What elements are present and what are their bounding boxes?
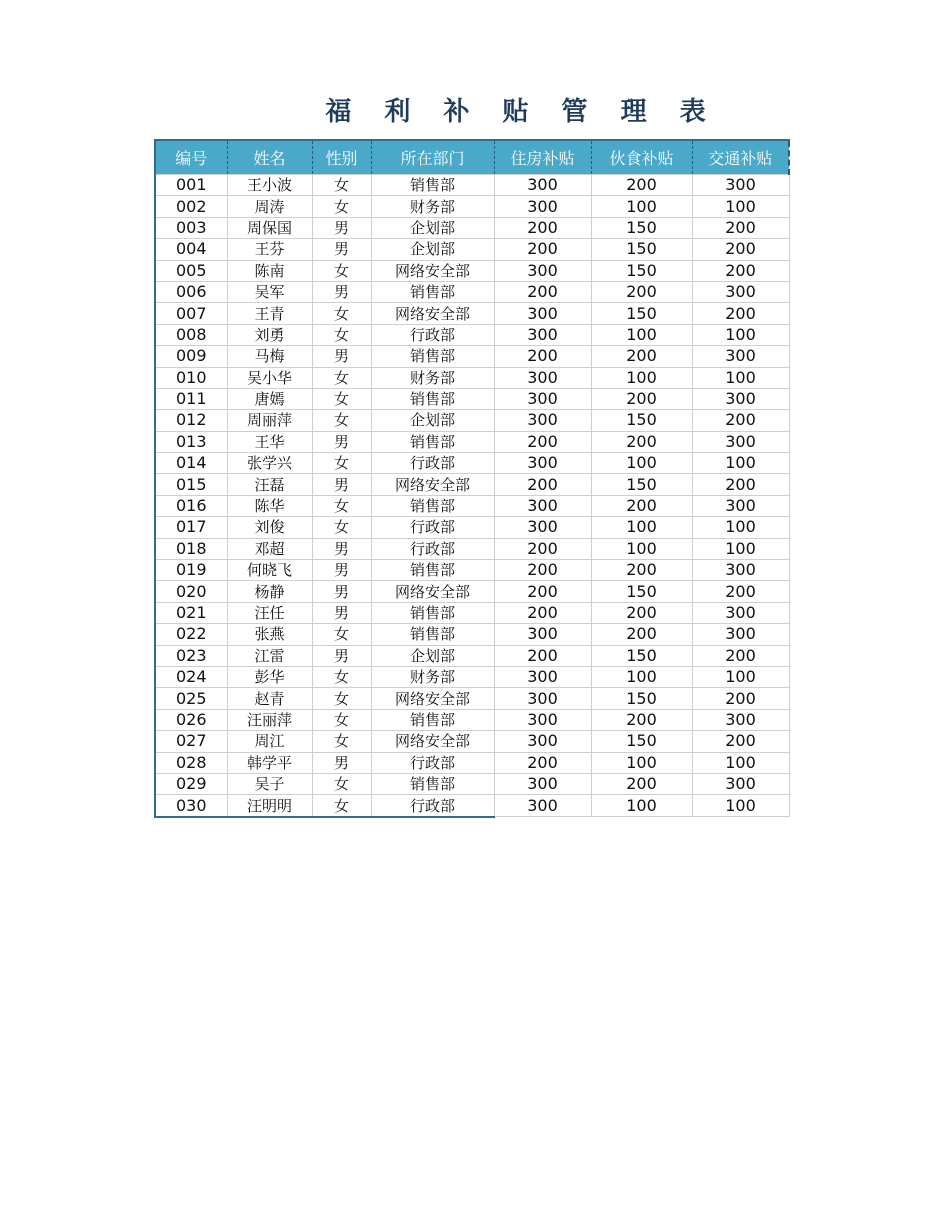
cell-id[interactable]: 011: [155, 388, 227, 409]
cell-name[interactable]: 陈南: [227, 260, 312, 281]
cell-name[interactable]: 陈华: [227, 495, 312, 516]
cell-id[interactable]: 017: [155, 517, 227, 538]
cell-gender[interactable]: 女: [312, 324, 371, 345]
cell-housing-subsidy[interactable]: 200: [494, 474, 591, 495]
cell-housing-subsidy[interactable]: 300: [494, 410, 591, 431]
cell-transport-subsidy[interactable]: 100: [692, 453, 789, 474]
cell-name[interactable]: 周保国: [227, 217, 312, 238]
cell-meal-subsidy[interactable]: 200: [591, 281, 692, 302]
table-row: [155, 324, 789, 345]
cell-meal-subsidy[interactable]: 100: [591, 795, 692, 817]
cell-id[interactable]: 025: [155, 688, 227, 709]
cell-name[interactable]: 马梅: [227, 346, 312, 367]
table-row: [155, 346, 789, 367]
cell-department[interactable]: 销售部: [371, 709, 494, 730]
cell-name[interactable]: 周江: [227, 731, 312, 752]
cell-department[interactable]: 行政部: [371, 752, 494, 773]
cell-gender[interactable]: 男: [312, 431, 371, 452]
cell-id[interactable]: 010: [155, 367, 227, 388]
cell-department[interactable]: 财务部: [371, 666, 494, 687]
cell-department[interactable]: 行政部: [371, 324, 494, 345]
cell-id[interactable]: 005: [155, 260, 227, 281]
cell-gender[interactable]: 男: [312, 217, 371, 238]
page-title: 福 利 补 贴 管 理 表: [325, 97, 718, 127]
cell-meal-subsidy[interactable]: 200: [591, 175, 692, 196]
cell-transport-subsidy[interactable]: 300: [692, 709, 789, 730]
cell-gender[interactable]: 男: [312, 581, 371, 602]
welfare-subsidy-table: [154, 139, 790, 818]
cell-department[interactable]: 网络安全部: [371, 731, 494, 752]
cell-housing-subsidy[interactable]: 200: [494, 217, 591, 238]
column-header-id[interactable]: 编号: [155, 140, 227, 175]
cell-id[interactable]: 014: [155, 453, 227, 474]
cell-id[interactable]: 027: [155, 731, 227, 752]
cell-meal-subsidy[interactable]: 100: [591, 666, 692, 687]
cell-gender[interactable]: 女: [312, 196, 371, 217]
table-row: [155, 624, 789, 645]
cell-id[interactable]: 003: [155, 217, 227, 238]
cell-name[interactable]: 唐嫣: [227, 388, 312, 409]
cell-housing-subsidy[interactable]: 300: [494, 731, 591, 752]
cell-id[interactable]: 006: [155, 281, 227, 302]
table-row: [155, 560, 789, 581]
cell-id[interactable]: 001: [155, 175, 227, 196]
cell-id[interactable]: 022: [155, 624, 227, 645]
cell-housing-subsidy[interactable]: 200: [494, 346, 591, 367]
cell-id[interactable]: 018: [155, 538, 227, 559]
cell-transport-subsidy[interactable]: 300: [692, 388, 789, 409]
cell-gender[interactable]: 男: [312, 752, 371, 773]
cell-gender[interactable]: 男: [312, 281, 371, 302]
cell-department[interactable]: 销售部: [371, 346, 494, 367]
cell-id[interactable]: 008: [155, 324, 227, 345]
cell-transport-subsidy[interactable]: 300: [692, 773, 789, 794]
cell-transport-subsidy[interactable]: 300: [692, 175, 789, 196]
cell-department[interactable]: 网络安全部: [371, 303, 494, 324]
cell-department[interactable]: 行政部: [371, 517, 494, 538]
cell-gender[interactable]: 男: [312, 239, 371, 260]
cell-transport-subsidy[interactable]: 200: [692, 217, 789, 238]
cell-name[interactable]: 汪明明: [227, 795, 312, 817]
cell-department[interactable]: 网络安全部: [371, 581, 494, 602]
cell-meal-subsidy[interactable]: 200: [591, 495, 692, 516]
table-row: [155, 731, 789, 752]
cell-housing-subsidy[interactable]: 300: [494, 773, 591, 794]
cell-housing-subsidy[interactable]: 200: [494, 431, 591, 452]
cell-transport-subsidy[interactable]: 300: [692, 560, 789, 581]
cell-id[interactable]: 012: [155, 410, 227, 431]
cell-department[interactable]: 销售部: [371, 431, 494, 452]
cell-transport-subsidy[interactable]: 300: [692, 281, 789, 302]
cell-transport-subsidy[interactable]: 300: [692, 346, 789, 367]
cell-gender[interactable]: 男: [312, 645, 371, 666]
cell-name[interactable]: 彭华: [227, 666, 312, 687]
cell-transport-subsidy[interactable]: 200: [692, 474, 789, 495]
cell-department[interactable]: 企划部: [371, 239, 494, 260]
cell-department[interactable]: 网络安全部: [371, 474, 494, 495]
table-row: [155, 602, 789, 623]
cell-department[interactable]: 企划部: [371, 645, 494, 666]
cell-gender[interactable]: 女: [312, 453, 371, 474]
cell-id[interactable]: 016: [155, 495, 227, 516]
cell-department[interactable]: 行政部: [371, 538, 494, 559]
cell-housing-subsidy[interactable]: 200: [494, 281, 591, 302]
cell-gender[interactable]: 女: [312, 773, 371, 794]
cell-transport-subsidy[interactable]: 100: [692, 517, 789, 538]
cell-transport-subsidy[interactable]: 200: [692, 645, 789, 666]
cell-name[interactable]: 王芬: [227, 239, 312, 260]
cell-id[interactable]: 029: [155, 773, 227, 794]
cell-meal-subsidy[interactable]: 200: [591, 388, 692, 409]
table-row: [155, 175, 789, 196]
cell-name[interactable]: 周涛: [227, 196, 312, 217]
cell-gender[interactable]: 女: [312, 388, 371, 409]
cell-housing-subsidy[interactable]: 300: [494, 666, 591, 687]
cell-id[interactable]: 023: [155, 645, 227, 666]
cell-department[interactable]: 销售部: [371, 602, 494, 623]
cell-gender[interactable]: 女: [312, 517, 371, 538]
cell-id[interactable]: 024: [155, 666, 227, 687]
cell-meal-subsidy[interactable]: 150: [591, 474, 692, 495]
cell-transport-subsidy[interactable]: 300: [692, 602, 789, 623]
cell-housing-subsidy[interactable]: 200: [494, 581, 591, 602]
cell-housing-subsidy[interactable]: 200: [494, 538, 591, 559]
cell-gender[interactable]: 女: [312, 495, 371, 516]
cell-housing-subsidy[interactable]: 200: [494, 602, 591, 623]
cell-gender[interactable]: 女: [312, 175, 371, 196]
cell-housing-subsidy[interactable]: 200: [494, 239, 591, 260]
cell-transport-subsidy[interactable]: 200: [692, 260, 789, 281]
cell-meal-subsidy[interactable]: 200: [591, 560, 692, 581]
cell-name[interactable]: 赵青: [227, 688, 312, 709]
cell-department[interactable]: 销售部: [371, 773, 494, 794]
cell-housing-subsidy[interactable]: 300: [494, 388, 591, 409]
cell-transport-subsidy[interactable]: 100: [692, 666, 789, 687]
cell-gender[interactable]: 女: [312, 367, 371, 388]
table-row: [155, 773, 789, 794]
table-row: [155, 581, 789, 602]
table-row: [155, 303, 789, 324]
cell-transport-subsidy[interactable]: 100: [692, 538, 789, 559]
cell-meal-subsidy[interactable]: 150: [591, 581, 692, 602]
cell-meal-subsidy[interactable]: 150: [591, 239, 692, 260]
cell-department[interactable]: 网络安全部: [371, 260, 494, 281]
cell-name[interactable]: 张学兴: [227, 453, 312, 474]
cell-meal-subsidy[interactable]: 200: [591, 773, 692, 794]
cell-department[interactable]: 销售部: [371, 560, 494, 581]
cell-transport-subsidy[interactable]: 100: [692, 324, 789, 345]
table-row: [155, 410, 789, 431]
cell-housing-subsidy[interactable]: 300: [494, 324, 591, 345]
cell-housing-subsidy[interactable]: 300: [494, 517, 591, 538]
cell-transport-subsidy[interactable]: 100: [692, 795, 789, 817]
cell-name[interactable]: 周丽萍: [227, 410, 312, 431]
cell-meal-subsidy[interactable]: 150: [591, 688, 692, 709]
cell-department[interactable]: 销售部: [371, 495, 494, 516]
table-row: [155, 752, 789, 773]
table-row: [155, 281, 789, 302]
cell-meal-subsidy[interactable]: 100: [591, 367, 692, 388]
cell-meal-subsidy[interactable]: 100: [591, 196, 692, 217]
cell-housing-subsidy[interactable]: 200: [494, 645, 591, 666]
column-header-meal-subsidy[interactable]: 伙食补贴: [591, 140, 692, 175]
cell-name[interactable]: 王青: [227, 303, 312, 324]
cell-department[interactable]: 销售部: [371, 281, 494, 302]
column-header-gender[interactable]: 性别: [312, 140, 371, 175]
cell-meal-subsidy[interactable]: 200: [591, 602, 692, 623]
column-header-department[interactable]: 所在部门: [371, 140, 494, 175]
table-row: [155, 495, 789, 516]
cell-housing-subsidy[interactable]: 300: [494, 453, 591, 474]
cell-department[interactable]: 企划部: [371, 410, 494, 431]
cell-meal-subsidy[interactable]: 100: [591, 517, 692, 538]
cell-gender[interactable]: 女: [312, 709, 371, 730]
cell-meal-subsidy[interactable]: 100: [591, 324, 692, 345]
cell-housing-subsidy[interactable]: 300: [494, 795, 591, 817]
cell-id[interactable]: 002: [155, 196, 227, 217]
cell-transport-subsidy[interactable]: 100: [692, 367, 789, 388]
cell-name[interactable]: 张燕: [227, 624, 312, 645]
table-row: [155, 239, 789, 260]
cell-id[interactable]: 021: [155, 602, 227, 623]
table-row: [155, 645, 789, 666]
cell-housing-subsidy[interactable]: 300: [494, 367, 591, 388]
cell-transport-subsidy[interactable]: 200: [692, 303, 789, 324]
cell-gender[interactable]: 女: [312, 410, 371, 431]
cell-id[interactable]: 028: [155, 752, 227, 773]
cell-housing-subsidy[interactable]: 200: [494, 752, 591, 773]
cell-transport-subsidy[interactable]: 100: [692, 196, 789, 217]
cell-meal-subsidy[interactable]: 100: [591, 752, 692, 773]
table-row: [155, 431, 789, 452]
cell-gender[interactable]: 女: [312, 303, 371, 324]
cell-transport-subsidy[interactable]: 200: [692, 239, 789, 260]
cell-name[interactable]: 吴军: [227, 281, 312, 302]
cell-housing-subsidy[interactable]: 300: [494, 709, 591, 730]
table-row: [155, 367, 789, 388]
cell-id[interactable]: 009: [155, 346, 227, 367]
cell-transport-subsidy[interactable]: 200: [692, 731, 789, 752]
cell-name[interactable]: 王小波: [227, 175, 312, 196]
cell-id[interactable]: 013: [155, 431, 227, 452]
cell-gender[interactable]: 女: [312, 666, 371, 687]
cell-department[interactable]: 行政部: [371, 795, 494, 817]
cell-transport-subsidy[interactable]: 200: [692, 410, 789, 431]
column-header-housing-subsidy[interactable]: 住房补贴: [494, 140, 591, 175]
cell-meal-subsidy[interactable]: 100: [591, 538, 692, 559]
table-row: [155, 666, 789, 687]
cell-name[interactable]: 刘勇: [227, 324, 312, 345]
table-row: [155, 453, 789, 474]
cell-department[interactable]: 销售部: [371, 624, 494, 645]
cell-department[interactable]: 行政部: [371, 453, 494, 474]
table-row: [155, 217, 789, 238]
cell-meal-subsidy[interactable]: 200: [591, 431, 692, 452]
table-row: [155, 260, 789, 281]
cell-name[interactable]: 邓超: [227, 538, 312, 559]
column-header-transport-subsidy[interactable]: 交通补贴: [692, 140, 789, 175]
cell-meal-subsidy[interactable]: 150: [591, 260, 692, 281]
cell-name[interactable]: 何晓飞: [227, 560, 312, 581]
cell-gender[interactable]: 男: [312, 474, 371, 495]
cell-meal-subsidy[interactable]: 150: [591, 645, 692, 666]
cell-name[interactable]: 汪任: [227, 602, 312, 623]
cell-id[interactable]: 020: [155, 581, 227, 602]
table-row: [155, 196, 789, 217]
cell-gender[interactable]: 女: [312, 688, 371, 709]
cell-id[interactable]: 026: [155, 709, 227, 730]
cell-meal-subsidy[interactable]: 150: [591, 303, 692, 324]
cell-name[interactable]: 刘俊: [227, 517, 312, 538]
cell-housing-subsidy[interactable]: 300: [494, 688, 591, 709]
cell-transport-subsidy[interactable]: 200: [692, 581, 789, 602]
cell-gender[interactable]: 女: [312, 731, 371, 752]
table-header: [155, 140, 789, 175]
welfare-table-container: [154, 139, 790, 818]
cell-meal-subsidy[interactable]: 100: [591, 453, 692, 474]
cell-gender[interactable]: 女: [312, 260, 371, 281]
cell-name[interactable]: 江雷: [227, 645, 312, 666]
cell-id[interactable]: 004: [155, 239, 227, 260]
cell-gender[interactable]: 男: [312, 560, 371, 581]
table-row: [155, 388, 789, 409]
cell-gender[interactable]: 男: [312, 538, 371, 559]
cell-id[interactable]: 015: [155, 474, 227, 495]
cell-meal-subsidy[interactable]: 200: [591, 709, 692, 730]
cell-id[interactable]: 030: [155, 795, 227, 817]
cell-name[interactable]: 汪丽萍: [227, 709, 312, 730]
cell-housing-subsidy[interactable]: 200: [494, 560, 591, 581]
cell-id[interactable]: 019: [155, 560, 227, 581]
cell-housing-subsidy[interactable]: 300: [494, 260, 591, 281]
cell-department[interactable]: 企划部: [371, 217, 494, 238]
cell-name[interactable]: 杨静: [227, 581, 312, 602]
cell-gender[interactable]: 男: [312, 602, 371, 623]
cell-meal-subsidy[interactable]: 150: [591, 217, 692, 238]
cell-department[interactable]: 财务部: [371, 367, 494, 388]
cell-department[interactable]: 销售部: [371, 175, 494, 196]
table-row: [155, 709, 789, 730]
table-body: [155, 175, 789, 817]
header-row: [155, 140, 789, 175]
cell-name[interactable]: 汪磊: [227, 474, 312, 495]
cell-meal-subsidy[interactable]: 150: [591, 410, 692, 431]
table-row: [155, 474, 789, 495]
cell-transport-subsidy[interactable]: 200: [692, 688, 789, 709]
cell-department[interactable]: 财务部: [371, 196, 494, 217]
table-row: [155, 538, 789, 559]
cell-gender[interactable]: 女: [312, 795, 371, 817]
cell-housing-subsidy[interactable]: 300: [494, 196, 591, 217]
cell-housing-subsidy[interactable]: 300: [494, 303, 591, 324]
cell-meal-subsidy[interactable]: 200: [591, 624, 692, 645]
cell-housing-subsidy[interactable]: 300: [494, 175, 591, 196]
table-row: [155, 688, 789, 709]
cell-gender[interactable]: 女: [312, 624, 371, 645]
cell-id[interactable]: 007: [155, 303, 227, 324]
cell-housing-subsidy[interactable]: 300: [494, 495, 591, 516]
table-row: [155, 795, 789, 817]
column-header-name[interactable]: 姓名: [227, 140, 312, 175]
cell-transport-subsidy[interactable]: 300: [692, 624, 789, 645]
cell-department[interactable]: 销售部: [371, 388, 494, 409]
cell-name[interactable]: 吴小华: [227, 367, 312, 388]
cell-name[interactable]: 王华: [227, 431, 312, 452]
cell-name[interactable]: 吴子: [227, 773, 312, 794]
table-row: [155, 517, 789, 538]
cell-housing-subsidy[interactable]: 300: [494, 624, 591, 645]
cell-department[interactable]: 网络安全部: [371, 688, 494, 709]
cell-gender[interactable]: 男: [312, 346, 371, 367]
cell-transport-subsidy[interactable]: 300: [692, 431, 789, 452]
cell-name[interactable]: 韩学平: [227, 752, 312, 773]
cell-transport-subsidy[interactable]: 100: [692, 752, 789, 773]
cell-transport-subsidy[interactable]: 300: [692, 495, 789, 516]
cell-meal-subsidy[interactable]: 200: [591, 346, 692, 367]
cell-meal-subsidy[interactable]: 150: [591, 731, 692, 752]
